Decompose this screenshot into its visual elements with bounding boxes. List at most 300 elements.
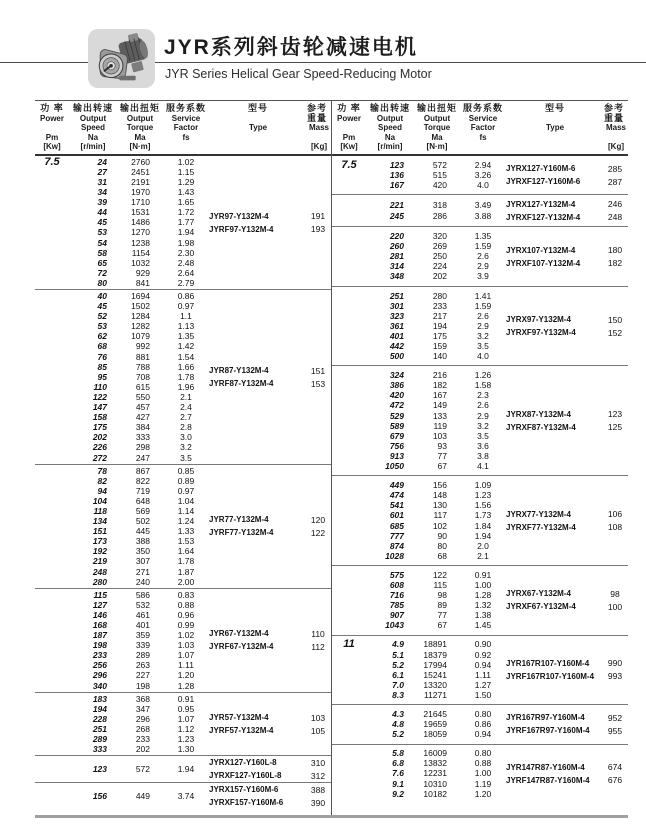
- service-factor-value: 1.29: [177, 176, 195, 187]
- output-speed-value: 251: [389, 290, 404, 301]
- spec-block: [332, 195, 628, 226]
- header-line: [Kw]: [340, 142, 358, 152]
- spec-row: [332, 600, 506, 610]
- output-speed-value: 147: [92, 402, 107, 413]
- output-torque-value: 247: [135, 452, 150, 463]
- output-torque-value: 280: [432, 290, 447, 301]
- spec-row: [332, 531, 506, 541]
- type-name: JYRF147R87-Y160M-4: [506, 775, 590, 785]
- output-torque-value: 1238: [131, 237, 150, 248]
- output-torque-value: 307: [135, 556, 150, 567]
- spec-rows: [35, 784, 209, 808]
- type-name: JYR167R97-Y160M-4: [506, 713, 585, 723]
- type-name: JYR87-Y132M-4: [209, 366, 269, 376]
- output-speed-value: 4.9: [392, 639, 404, 650]
- output-torque-value: 148: [432, 490, 447, 501]
- spec-row: [332, 461, 506, 471]
- output-speed-value: 5.8: [392, 748, 404, 759]
- header-line: [N·m]: [129, 142, 151, 152]
- spec-block: [35, 589, 331, 692]
- type-cell: [506, 370, 628, 471]
- service-factor-value: 0.80: [474, 709, 492, 720]
- mass-value: 674: [607, 762, 623, 773]
- header-line: fs: [182, 132, 190, 142]
- type-row: [506, 315, 628, 325]
- spec-row: [332, 331, 506, 341]
- output-torque-value: 102: [432, 520, 447, 531]
- output-speed-value: 45: [97, 217, 107, 228]
- output-torque-value: 532: [135, 599, 150, 610]
- power-value: 11: [343, 638, 355, 651]
- service-factor-value: 1.38: [474, 610, 492, 621]
- type-cell: [506, 291, 628, 362]
- page-bottom-line: [35, 815, 628, 818]
- spec-row: [35, 382, 209, 392]
- spec-row: [35, 207, 209, 217]
- service-factor-value: 0.97: [177, 485, 195, 496]
- output-speed-value: 68: [97, 341, 107, 352]
- output-torque-value: 586: [135, 589, 150, 600]
- header-line: fs: [479, 132, 487, 142]
- output-torque-value: 708: [135, 371, 150, 382]
- service-factor-value: 1.28: [474, 590, 492, 601]
- output-torque-value: 615: [135, 381, 150, 392]
- service-factor-value: 1.14: [177, 505, 195, 516]
- header-line: [r/min]: [80, 142, 106, 152]
- service-factor-value: 1.02: [177, 630, 195, 641]
- service-factor-value: 0.99: [177, 620, 195, 631]
- type-cell: [209, 757, 331, 781]
- output-torque-value: 175: [432, 330, 447, 341]
- service-factor-value: 1.07: [177, 650, 195, 661]
- output-torque-value: 1531: [131, 207, 150, 218]
- mass-value: 98: [610, 588, 620, 599]
- output-speed-value: 281: [389, 251, 404, 262]
- header-power: [35, 104, 69, 152]
- type-name: JYRX127-Y160L-8: [209, 758, 277, 768]
- spec-row: [35, 791, 209, 801]
- type-name: JYRX77-Y132M-4: [506, 509, 571, 519]
- output-torque-value: 457: [135, 402, 150, 413]
- mass-value: 152: [607, 327, 623, 338]
- spec-block: [332, 705, 628, 743]
- header-line: Output: [79, 113, 107, 123]
- mass-value: 123: [607, 409, 623, 420]
- output-torque-value: 822: [135, 475, 150, 486]
- spec-row: [332, 160, 506, 170]
- header-fs: [460, 104, 506, 152]
- output-speed-value: 219: [92, 556, 107, 567]
- output-torque-value: 648: [135, 495, 150, 506]
- service-factor-value: 3.5: [477, 430, 489, 441]
- type-name: JYR57-Y132M-4: [209, 713, 269, 723]
- output-speed-value: 601: [389, 510, 404, 521]
- mass-value: 246: [607, 199, 623, 210]
- output-torque-value: 1154: [131, 247, 150, 258]
- output-speed-value: 122: [92, 391, 107, 402]
- output-torque-value: 227: [135, 670, 150, 681]
- output-torque-value: 841: [135, 277, 150, 288]
- type-row: [506, 671, 628, 681]
- output-torque-value: 182: [432, 380, 447, 391]
- output-torque-value: 93: [437, 440, 447, 451]
- spec-row: [35, 322, 209, 332]
- output-speed-value: 9.1: [392, 778, 404, 789]
- header-line: 输出扭矩: [119, 103, 160, 113]
- service-factor-value: 1.98: [177, 237, 195, 248]
- service-factor-value: 1.56: [474, 500, 492, 511]
- output-speed-value: 272: [92, 452, 107, 463]
- output-speed-value: 777: [389, 530, 404, 541]
- type-row: [506, 589, 628, 599]
- doc-title-chinese: JYR系列斜齿轮减速电机: [164, 36, 418, 59]
- type-name: JYRF77-Y132M-4: [209, 528, 274, 538]
- service-factor-value: 3.5: [477, 341, 489, 352]
- type-cell: [506, 480, 628, 561]
- output-speed-value: 608: [389, 579, 404, 590]
- service-factor-value: 1.96: [177, 381, 195, 392]
- output-torque-value: 881: [135, 351, 150, 362]
- output-speed-value: 80: [97, 277, 107, 288]
- spec-row: [332, 421, 506, 431]
- output-torque-value: 17994: [423, 659, 447, 670]
- service-factor-value: 1.09: [474, 480, 492, 491]
- spec-row: [35, 443, 209, 453]
- gear-motor-icon: [92, 32, 152, 85]
- service-factor-value: 1.35: [177, 331, 195, 342]
- spec-row: [332, 480, 506, 490]
- output-speed-value: 82: [97, 475, 107, 486]
- spec-rows: [35, 694, 209, 755]
- service-factor-value: 3.5: [180, 452, 192, 463]
- service-factor-value: 2.48: [177, 257, 195, 268]
- service-factor-value: 0.94: [474, 729, 492, 740]
- header-fs: [163, 104, 209, 152]
- spec-row: [332, 321, 506, 331]
- type-name: JYRXF127-Y160M-6: [506, 177, 581, 187]
- output-speed-value: 31: [97, 176, 107, 187]
- spec-row: [332, 779, 506, 789]
- service-factor-value: 2.1: [477, 550, 489, 561]
- mass-value: 122: [310, 527, 326, 538]
- header-line: [N·m]: [426, 142, 448, 152]
- service-factor-value: 3.49: [474, 200, 492, 211]
- output-speed-value: 173: [92, 536, 107, 547]
- output-speed-value: 589: [389, 420, 404, 431]
- output-torque-value: 233: [135, 734, 150, 745]
- output-torque-value: 268: [135, 723, 150, 734]
- spec-row: [35, 342, 209, 352]
- header-torque: [414, 104, 460, 152]
- output-torque-value: 67: [437, 620, 447, 631]
- service-factor-value: 0.97: [177, 301, 195, 312]
- spec-row: [332, 370, 506, 380]
- spec-row: [332, 729, 506, 739]
- output-speed-value: 4.8: [392, 719, 404, 730]
- output-torque-value: 320: [432, 231, 447, 242]
- service-factor-value: 2.0: [477, 540, 489, 551]
- header-line: 型号: [544, 103, 565, 113]
- output-speed-value: 8.3: [392, 689, 404, 700]
- mass-value: 125: [607, 422, 623, 433]
- output-torque-value: 13832: [423, 758, 447, 769]
- mass-value: 676: [607, 775, 623, 786]
- spec-row: [35, 661, 209, 671]
- type-name: JYRF87-Y132M-4: [209, 379, 274, 389]
- mass-value: 151: [310, 365, 326, 376]
- spec-row: [332, 521, 506, 531]
- output-speed-value: 348: [389, 271, 404, 282]
- power-value: 7.5: [341, 158, 357, 171]
- output-torque-value: 11271: [423, 689, 447, 700]
- header-line: [Kg]: [311, 142, 327, 152]
- type-row: [506, 762, 628, 772]
- output-speed-value: 127: [92, 599, 107, 610]
- type-row: [209, 211, 331, 221]
- type-row: [209, 515, 331, 525]
- output-speed-value: 6.1: [392, 669, 404, 680]
- output-torque-value: 359: [135, 630, 150, 641]
- mass-value: 120: [310, 514, 326, 525]
- header-line: Factor: [173, 123, 199, 133]
- spec-row: [332, 431, 506, 441]
- output-speed-value: 72: [97, 267, 107, 278]
- spec-row: [35, 620, 209, 630]
- output-torque-value: 117: [433, 510, 447, 521]
- spec-row: [332, 570, 506, 580]
- type-name: JYR147R87-Y160M-4: [506, 762, 585, 772]
- service-factor-value: 1.65: [177, 197, 195, 208]
- output-torque-value: 130: [432, 500, 447, 511]
- output-speed-value: 158: [92, 412, 107, 423]
- output-torque-value: 572: [432, 159, 447, 170]
- output-torque-value: 167: [432, 390, 447, 401]
- type-row: [209, 758, 331, 768]
- output-speed-value: 95: [97, 371, 107, 382]
- output-torque-value: 103: [432, 430, 447, 441]
- output-torque-value: 149: [432, 400, 447, 411]
- header-line: Factor: [470, 123, 496, 133]
- type-cell: [209, 291, 331, 463]
- service-factor-value: 2.00: [177, 576, 195, 587]
- output-torque-value: 90: [437, 530, 447, 541]
- output-torque-value: 1694: [131, 291, 150, 302]
- spec-rows: [332, 570, 506, 631]
- spec-row: [35, 744, 209, 754]
- service-factor-value: 1.78: [177, 556, 195, 567]
- output-speed-value: 151: [92, 526, 107, 537]
- output-speed-value: 24: [97, 156, 107, 167]
- header-line: Ma: [134, 132, 146, 142]
- header-line: [r/min]: [377, 142, 403, 152]
- header-line: Speed: [377, 123, 402, 133]
- spec-row: [332, 501, 506, 511]
- spec-row: [35, 567, 209, 577]
- output-torque-value: 263: [135, 660, 150, 671]
- output-speed-value: 679: [389, 430, 404, 441]
- doc-title-english: JYR Series Helical Gear Speed-Reducing Motor: [165, 67, 432, 81]
- service-factor-value: 1.19: [474, 778, 492, 789]
- type-row: [506, 713, 628, 723]
- mass-value: 955: [607, 725, 623, 736]
- spec-row: [35, 640, 209, 650]
- output-torque-value: 1502: [131, 301, 150, 312]
- type-name: JYRF67-Y132M-4: [209, 642, 274, 652]
- spec-row: [35, 714, 209, 724]
- service-factor-value: 0.83: [177, 589, 195, 600]
- spec-row: [35, 577, 209, 587]
- service-factor-value: 1.94: [177, 764, 195, 775]
- service-factor-value: 2.6: [477, 251, 489, 262]
- service-factor-value: 1.45: [474, 620, 492, 631]
- service-factor-value: 1.41: [474, 290, 492, 301]
- type-row: [506, 212, 628, 222]
- output-torque-value: 350: [135, 546, 150, 557]
- output-speed-value: 874: [389, 540, 404, 551]
- spec-row: [35, 724, 209, 734]
- service-factor-value: 4.1: [477, 461, 489, 472]
- header-mass: [604, 104, 628, 152]
- type-cell: [209, 157, 331, 288]
- mass-value: 103: [310, 712, 326, 723]
- output-speed-value: 340: [92, 680, 107, 691]
- type-row: [209, 642, 331, 652]
- service-factor-value: 1.24: [177, 516, 195, 527]
- type-name: JYR77-Y132M-4: [209, 515, 269, 525]
- spec-row: [35, 734, 209, 744]
- output-speed-value: 756: [389, 440, 404, 451]
- service-factor-value: 3.2: [180, 442, 192, 453]
- spec-block: [35, 156, 331, 289]
- spec-row: [35, 197, 209, 207]
- type-name: JYRXF87-Y132M-4: [506, 422, 576, 432]
- spec-row: [332, 351, 506, 361]
- output-speed-value: 183: [92, 693, 107, 704]
- service-factor-value: 1.27: [474, 679, 492, 690]
- type-row: [506, 328, 628, 338]
- type-name: JYRX87-Y132M-4: [506, 409, 571, 419]
- spec-row: [332, 719, 506, 729]
- mass-value: 105: [310, 725, 326, 736]
- output-speed-value: 40: [97, 291, 107, 302]
- spec-row: [332, 451, 506, 461]
- service-factor-value: 2.9: [477, 261, 489, 272]
- output-speed-value: 314: [389, 261, 404, 272]
- table-body: [332, 156, 628, 817]
- type-row: [506, 199, 628, 209]
- output-speed-value: 7.6: [392, 768, 404, 779]
- spec-row: [332, 590, 506, 600]
- type-name: JYRXF157-Y160M-6: [209, 798, 284, 808]
- output-torque-value: 133: [432, 410, 447, 421]
- output-torque-value: 788: [135, 361, 150, 372]
- spec-row: [35, 258, 209, 268]
- header-line: Power: [39, 113, 64, 123]
- type-name: JYRXF127-Y160L-8: [209, 771, 282, 781]
- service-factor-value: 1.32: [474, 600, 492, 611]
- type-name: JYR167R107-Y160M-4: [506, 658, 590, 668]
- spec-row: [332, 690, 506, 700]
- spec-row: [332, 401, 506, 411]
- service-factor-value: 2.6: [477, 310, 489, 321]
- output-torque-value: 420: [432, 179, 447, 190]
- mass-value: 112: [311, 641, 325, 652]
- output-speed-value: 260: [389, 241, 404, 252]
- output-torque-value: 1032: [131, 257, 150, 268]
- spec-row: [35, 167, 209, 177]
- mass-value: 390: [310, 797, 326, 808]
- type-cell: [506, 749, 628, 799]
- type-row: [506, 245, 628, 255]
- output-speed-value: 78: [97, 465, 107, 476]
- service-factor-value: 2.64: [177, 267, 195, 278]
- output-speed-value: 34: [97, 187, 107, 198]
- header-line: [Kw]: [43, 142, 61, 152]
- header-power: [332, 104, 366, 152]
- service-factor-value: 0.86: [474, 719, 492, 730]
- service-factor-value: 0.88: [177, 599, 195, 610]
- header-line: Power: [336, 113, 361, 123]
- header-line: 输出转速: [369, 103, 410, 113]
- header-line: Na: [87, 132, 99, 142]
- output-speed-value: 76: [97, 351, 107, 362]
- service-factor-value: 1.20: [177, 670, 195, 681]
- output-torque-value: 10310: [423, 778, 447, 789]
- spec-row: [35, 651, 209, 661]
- output-torque-value: 2451: [131, 166, 150, 177]
- output-torque-value: 368: [135, 693, 150, 704]
- output-torque-value: 929: [135, 267, 150, 278]
- type-row: [506, 258, 628, 268]
- service-factor-value: 1.73: [474, 510, 492, 521]
- output-torque-value: 98: [437, 590, 447, 601]
- spec-row: [332, 670, 506, 680]
- power-value: 7.5: [44, 155, 60, 168]
- type-row: [506, 658, 628, 668]
- type-row: [209, 366, 331, 376]
- service-factor-value: 2.30: [177, 247, 195, 258]
- service-factor-value: 3.74: [177, 791, 195, 802]
- output-torque-value: 427: [135, 412, 150, 423]
- output-speed-value: 289: [92, 734, 107, 745]
- service-factor-value: 2.4: [180, 402, 192, 413]
- type-row: [506, 726, 628, 736]
- spec-row: [332, 381, 506, 391]
- service-factor-value: 0.91: [177, 693, 195, 704]
- spec-row: [35, 311, 209, 321]
- spec-row: [35, 177, 209, 187]
- service-factor-value: 0.88: [474, 758, 492, 769]
- spec-row: [35, 496, 209, 506]
- mass-value: 287: [607, 176, 623, 187]
- spec-row: [332, 411, 506, 421]
- output-torque-value: 13320: [423, 679, 447, 690]
- mass-value: 106: [607, 509, 623, 520]
- output-torque-value: 233: [432, 300, 447, 311]
- table-header-row: [35, 101, 331, 156]
- header-line: 参考重量: [604, 103, 625, 123]
- mass-value: 388: [310, 784, 326, 795]
- spec-table-left: [35, 101, 332, 817]
- spec-block: [35, 756, 331, 782]
- output-speed-value: 1043: [385, 620, 404, 631]
- header-line: Pm: [342, 132, 356, 142]
- spec-row: [332, 789, 506, 799]
- output-speed-value: 175: [92, 422, 107, 433]
- spec-row: [35, 248, 209, 258]
- output-speed-value: 136: [389, 169, 404, 180]
- type-row: [209, 224, 331, 234]
